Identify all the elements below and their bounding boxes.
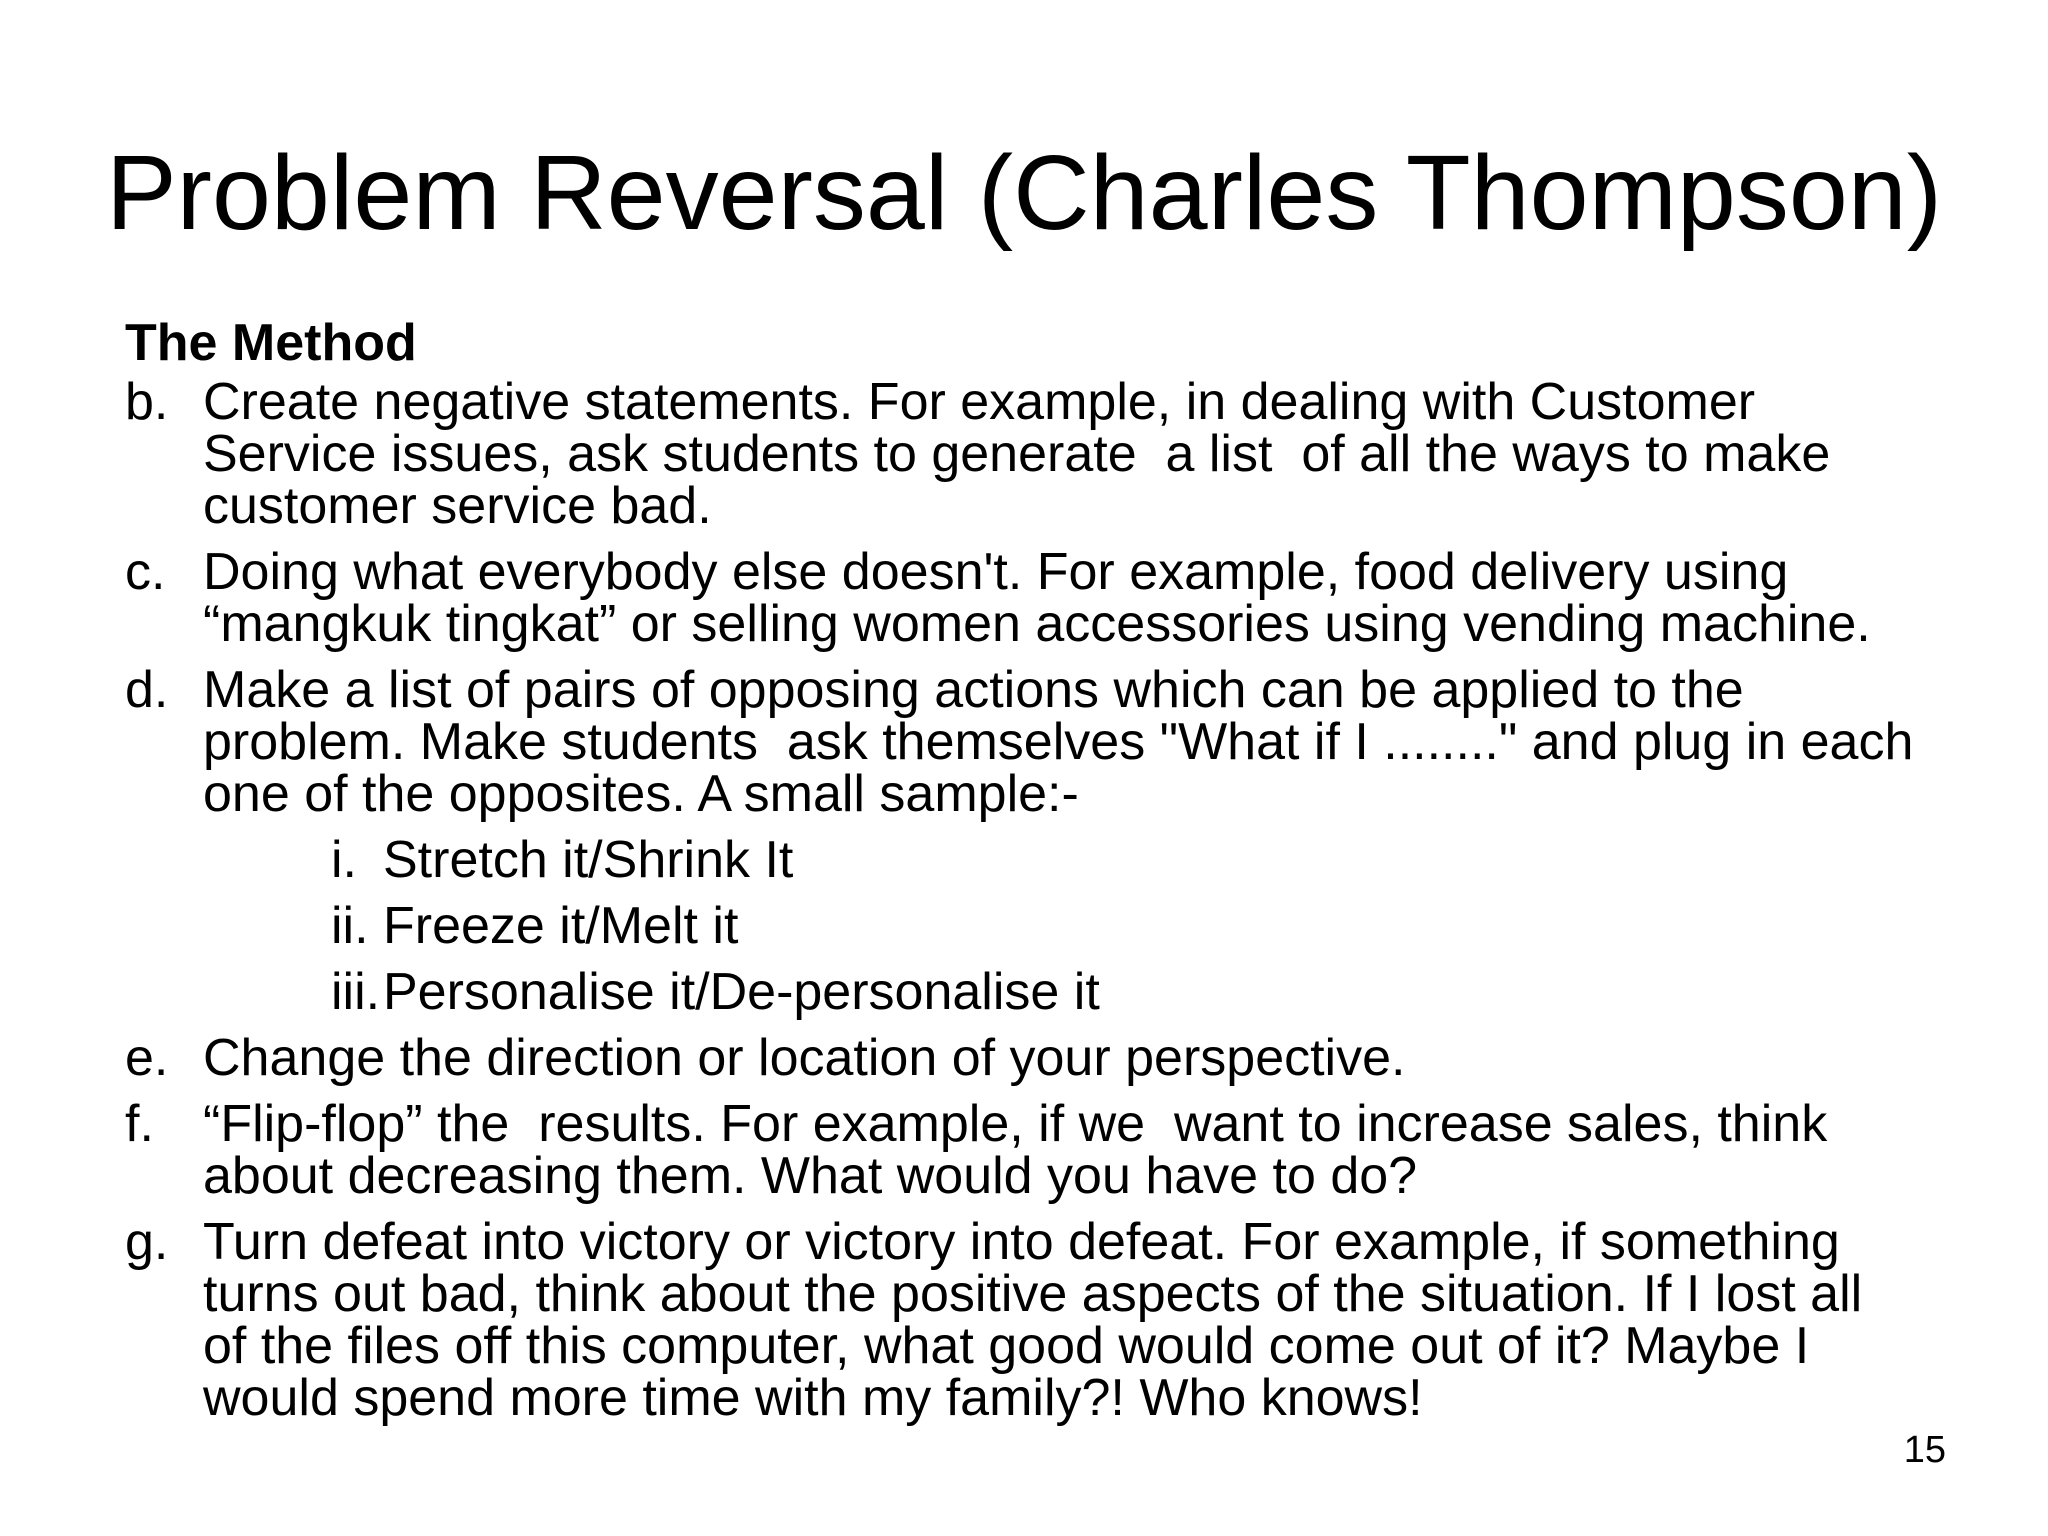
list-item-g [125, 1213, 2025, 1427]
text-line: Service issues, ask students to generate a list of all the ways to make [203, 425, 1831, 483]
section-heading: The Method [125, 314, 417, 372]
list-marker: b. [125, 373, 169, 431]
list-marker: e. [125, 1029, 169, 1087]
text-line: Create negative statements. For example, in dealing with Customer [203, 373, 1756, 431]
text-line: would spend more time with my family?! Who knows! [203, 1369, 1423, 1427]
list-item-text [203, 661, 2025, 823]
text-line: “Flip-flop” the results. For example, if we want to increase sales, think [203, 1095, 1828, 1153]
text-line: Make a list of pairs of opposing actions which can be applied to the [203, 661, 1744, 719]
text-line: turns out bad, think about the positive aspects of the situation. If I lost all [203, 1265, 1863, 1323]
list-item-text [203, 1213, 2025, 1427]
sub-list-marker: i. [331, 831, 357, 889]
sub-list-item-iii [125, 963, 2025, 1021]
list-item-b [125, 373, 2025, 535]
list-item-d [125, 661, 2025, 823]
text-line: customer service bad. [203, 477, 712, 535]
list-item-text [203, 543, 2025, 653]
slide-number: 15 [1903, 1429, 1946, 1471]
text-line: “mangkuk tingkat” or selling women accessories using vending machine. [203, 595, 1871, 653]
text-line: Change the direction or location of your perspective. [203, 1029, 1406, 1087]
text-line: one of the opposites. A small sample:- [203, 765, 1079, 823]
list-marker: f. [125, 1095, 154, 1153]
sub-list-item-text: Freeze it/Melt it [383, 897, 739, 955]
text-line: about decreasing them. What would you have to do? [203, 1147, 1418, 1205]
text-line: problem. Make students ask themselves "What if I ........" and plug in each [203, 713, 1914, 771]
list-marker: g. [125, 1213, 169, 1271]
slide-title: Problem Reversal (Charles Thompson) [105, 134, 1943, 252]
list-item-text [203, 1029, 2025, 1087]
sub-list-item-text: Stretch it/Shrink It [383, 831, 794, 889]
sub-list-marker: iii. [331, 963, 381, 1021]
slide-content [125, 312, 2025, 1427]
sub-list-item-text: Personalise it/De-personalise it [383, 963, 1100, 1021]
text-line: Doing what everybody else doesn't. For example, food delivery using [203, 543, 1789, 601]
list-item-text [203, 373, 2025, 535]
text-line: of the files off this computer, what good would come out of it? Maybe I [203, 1317, 1810, 1375]
list-item-text [203, 1095, 2025, 1205]
list-item-f [125, 1095, 2025, 1205]
list-item-e [125, 1029, 2025, 1087]
text-line: Turn defeat into victory or victory into defeat. For example, if something [203, 1213, 1840, 1271]
list-item-c [125, 543, 2025, 653]
list-marker: d. [125, 661, 169, 719]
sub-list-marker: ii. [331, 897, 369, 955]
sub-list-item-ii [125, 897, 2025, 955]
list-marker: c. [125, 543, 166, 601]
sub-list-item-i [125, 831, 2025, 889]
